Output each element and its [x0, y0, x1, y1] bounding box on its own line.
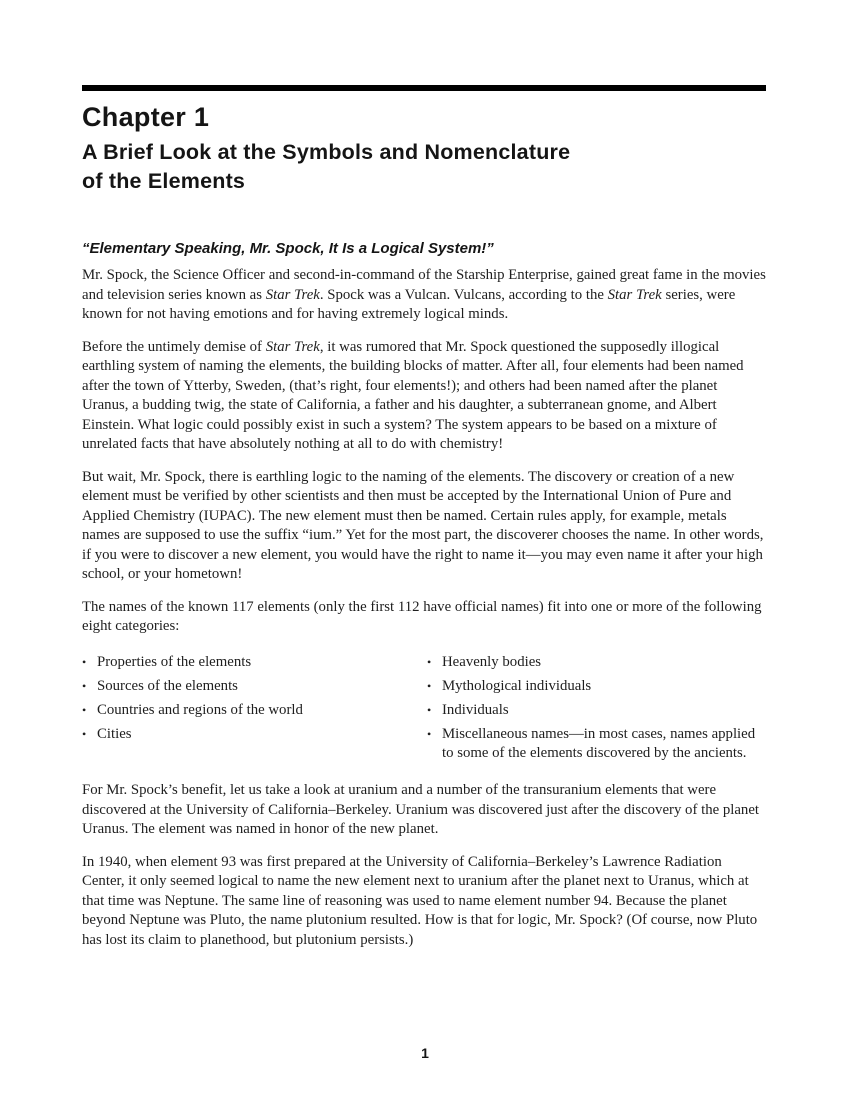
bullet-icon: • [82, 678, 87, 693]
section-heading: “Elementary Speaking, Mr. Spock, It Is a Logical System!” [82, 240, 494, 257]
list-item-label: Individuals [442, 701, 509, 718]
list-item [427, 725, 757, 764]
list-item [82, 701, 427, 721]
chapter-title-line1: A Brief Look at the Symbols and Nomenclature [82, 140, 571, 164]
list-item-label: Properties of the elements [97, 653, 252, 670]
list-item-label: Heavenly bodies [442, 653, 542, 670]
paragraph-uranium: For Mr. Spock’s benefit, let us take a look at uranium and a number of the transuranium elements that were discovered at the University of California–Berkeley. Uranium was discovered just after the discovery of the planet Uranus. The element was named in honor of the new planet. [82, 782, 760, 837]
top-rule [82, 85, 766, 91]
paragraph-neptunium-plutonium: In 1940, when element 93 was first prepared at the University of California–Berkeley’s Lawrence Radiation Center, it only seemed logical to name the new element next to uranium after the planet next to Uranus, which at that time was Neptune. The same line of reasoning was used to name element number 94. Because the planet beyond Neptune was Pluto, the name plutonium resulted. How is that for logic, Mr. Spock? (Of course, now Pluto has lost its claim to planethood, but plutonium persists.) [82, 853, 758, 948]
list-item-label: Countries and regions of the world [97, 701, 303, 718]
bullet-list-left [82, 653, 427, 769]
paragraph-earthling-logic: But wait, Mr. Spock, there is earthling logic to the naming of the elements. The discovery or creation of a new element must be verified by other scientists and then must be accepted by the International Union of Pure and Applied Chemistry (IUPAC). The new element must then be named. Certain rules apply, for example, metals names are supposed to use the suffix “ium.” Yet for the most part, the discoverer chooses the name. In other words, if you were to discover a new element, you would have the right to name it—you may even name it after your high school, or your hometown! [82, 468, 764, 582]
chapter-title-line2: of the Elements [82, 169, 246, 193]
bullet-icon: • [82, 702, 87, 717]
paragraph-spock-intro: Mr. Spock, the Science Officer and second-in-command of the Starship Enterprise, gained great fame in the movies and television series known as Star Trek. Spock was a Vulcan. Vulcans, according to the Star Trek series, were known for not having emotions and for having extremely logical minds. [82, 267, 766, 322]
bullet-icon: • [82, 726, 87, 741]
list-item [82, 653, 427, 673]
list-item [427, 653, 757, 673]
bullet-icon: • [82, 654, 87, 669]
list-item-label: Miscellaneous names—in most cases, names applied to some of the elements discovered by the ancients. [442, 725, 756, 761]
bullet-icon: • [427, 678, 432, 693]
bullet-icon: • [427, 726, 432, 741]
list-item [427, 677, 757, 697]
bullet-icon: • [427, 654, 432, 669]
bullet-list-right [427, 653, 757, 769]
list-item [427, 701, 757, 721]
paragraph-illogical-naming: Before the untimely demise of Star Trek, it was rumored that Mr. Spock questioned the supposedly illogical earthling system of naming the elements, the building blocks of matter. After all, four elements had been named after the town of Ytterby, Sweden, (that’s right, four elements!); and others had been named after the planet Uranus, a budding twig, the state of California, a father and his daughter, a subterranean gnome, and Albert Einstein. What logic could possibly exist in such a system? The system appears to be based on a mixture of unrelated facts that have absolutely nothing at all to do with chemistry! [82, 338, 744, 452]
chapter-label: Chapter 1 [82, 102, 210, 132]
category-lists [82, 653, 766, 769]
bullet-icon: • [427, 702, 432, 717]
list-item [82, 725, 427, 745]
paragraph-categories-lead: The names of the known 117 elements (only the first 112 have official names) fit into one or more of the following eight categories: [82, 598, 762, 634]
page-number: 1 [421, 1045, 429, 1061]
list-item [82, 677, 427, 697]
page [82, 85, 766, 950]
chapter-title [82, 138, 766, 196]
list-item-label: Cities [97, 725, 132, 742]
list-item-label: Mythological individuals [442, 677, 592, 694]
list-item-label: Sources of the elements [97, 677, 238, 694]
